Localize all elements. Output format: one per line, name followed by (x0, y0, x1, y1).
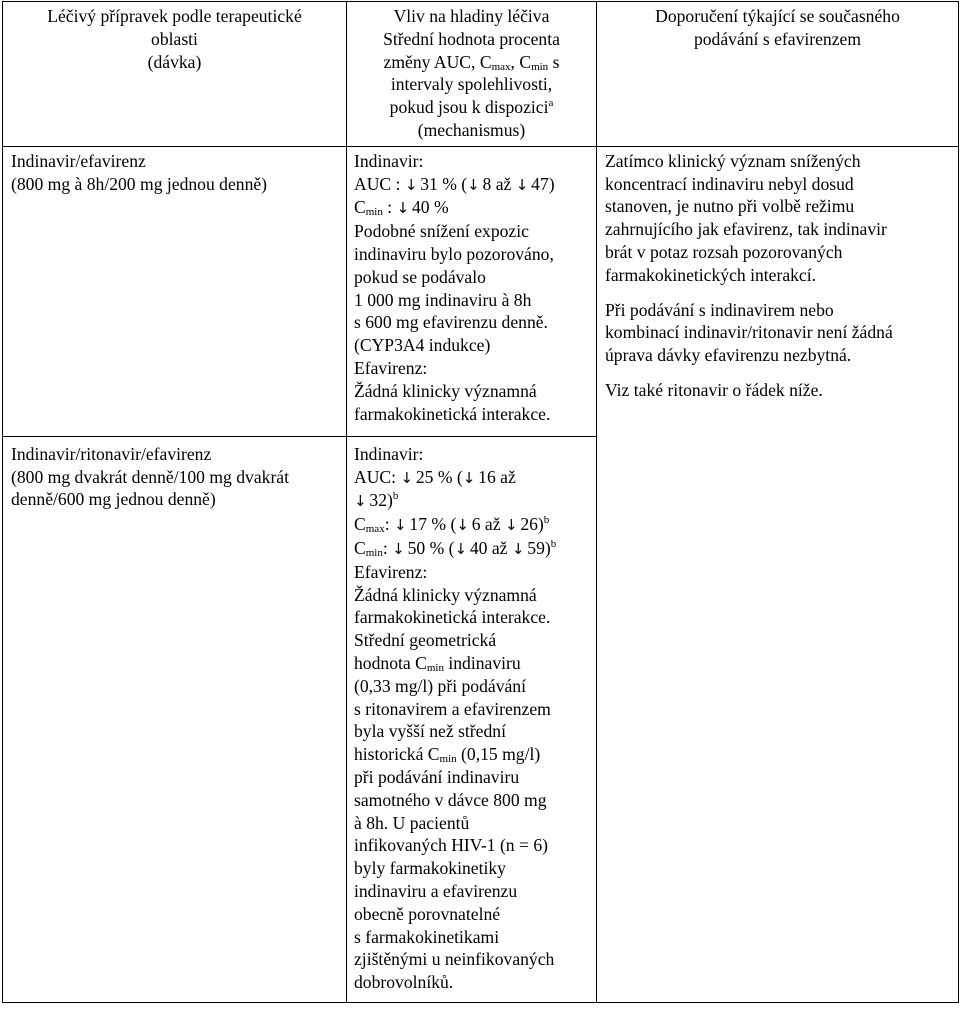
header-drug-line: oblasti (151, 28, 198, 49)
row-indinavir-efavirenz (3, 146, 959, 436)
rec-line: koncentrací indinaviru nebyl dosud (605, 173, 854, 194)
effect-line: (CYP3A4 indukce) (354, 335, 491, 356)
effect-line: při podávání indinaviru (354, 766, 520, 787)
effect-line: indinaviru a efavirenzu (354, 880, 518, 901)
effect-cmin-line: $C_{min}$: ↓ 50 % (↓ 40 až ↓ 59)$^b$ (354, 537, 557, 559)
down-arrow-icon: ↓ (456, 516, 469, 535)
rec-line: farmakokinetických interakcí. (605, 264, 817, 285)
effect-line: Efavirenz: (354, 357, 428, 378)
header-effect-line: změny AUC, $C_{max}$, $C_{min}$ s (383, 51, 560, 73)
header-effect-line: Střední hodnota procenta (383, 28, 560, 49)
header-row (3, 2, 959, 147)
effect-line: Indinavir: (354, 150, 424, 171)
effect-cmax-line: $C_{max}$: ↓ 17 % (↓ 6 až ↓ 26)$^b$ (354, 514, 550, 536)
interaction-table (2, 1, 959, 1003)
effect-cell (347, 146, 597, 436)
effect-line: historická $C_{min}$ (0,15 mg/l) (354, 744, 541, 766)
effect-line: s 600 mg efavirenzu denně. (354, 312, 548, 333)
rec-line: úprava dávky efavirenzu nezbytná. (605, 345, 852, 366)
effect-line: Žádná klinicky významná (354, 380, 537, 401)
down-arrow-icon: ↓ (396, 199, 410, 218)
recommendation-cell (597, 146, 959, 1002)
drug-cell (3, 436, 347, 1002)
down-arrow-icon: ↓ (394, 516, 407, 535)
effect-line: s farmakokinetikami (354, 926, 500, 947)
effect-line: dobrovolníků. (354, 972, 454, 993)
effect-line: byla vyšší než střední (354, 721, 506, 742)
drug-line: (800 mg dvakrát denně/100 mg dvakrát (11, 466, 290, 487)
effect-line: indinaviru bylo pozorováno, (354, 243, 554, 264)
drug-line: Indinavir/efavirenz (11, 150, 146, 171)
drug-line: Indinavir/ritonavir/efavirenz (11, 443, 212, 464)
effect-line: Efavirenz: (354, 561, 428, 582)
header-drug (3, 2, 347, 147)
effect-line: Podobné snížení expozic (354, 221, 529, 242)
down-arrow-icon: ↓ (462, 468, 476, 487)
effect-line: zjištěnými u neinfikovaných (354, 949, 555, 970)
header-drug-line: Léčivý přípravek podle terapeutické (47, 6, 302, 26)
header-effect-line: intervaly spolehlivosti, (390, 74, 553, 95)
effect-line: 1 000 mg indinaviru à 8h (354, 289, 532, 310)
effect-line: hodnota $C_{min}$ indinaviru (354, 652, 521, 674)
effect-line: pokud se podávalo (354, 266, 486, 287)
header-recommendation (597, 2, 959, 147)
header-rec-line: Doporučení týkající se současného (655, 6, 900, 26)
effect-line: farmakokinetická interakce. (354, 403, 551, 424)
down-arrow-icon: ↓ (354, 492, 367, 511)
effect-auc-line: AUC : ↓ 31 % (↓ 8 až ↓ 47) (354, 173, 589, 197)
down-arrow-icon: ↓ (400, 468, 414, 487)
rec-line: Při podávání s indinavirem nebo (605, 299, 834, 320)
effect-line: farmakokinetická interakce. (354, 607, 551, 628)
header-effect-line: (mechanismus) (417, 119, 526, 140)
rec-line: stanoven, je nutno při volbě režimu (605, 196, 855, 217)
effect-line: byly farmakokinetiky (354, 858, 506, 879)
rec-line: Zatímco klinický význam snížených (605, 150, 861, 171)
header-drug-line: (dávka) (147, 51, 202, 72)
rec-line: zahrnujícího jak efavirenz, tak indinavir (605, 219, 887, 240)
rec-line: kombinací indinavir/ritonavir není žádná (605, 322, 893, 343)
down-arrow-icon: ↓ (404, 175, 418, 194)
effect-line: infikovaných HIV-1 (n = 6) (354, 835, 548, 856)
drug-line: (800 mg à 8h/200 mg jednou denně) (11, 173, 268, 194)
header-effect-line: pokud jsou k dispozici$^a$ (389, 97, 554, 118)
effect-line: Střední geometrická (354, 630, 497, 651)
effect-line: Žádná klinicky významná (354, 584, 537, 605)
rec-line: brát v potaz rozsah pozorovaných (605, 241, 843, 262)
effect-line: obecně porovnatelné (354, 903, 501, 924)
effect-line: Indinavir: (354, 443, 424, 464)
header-rec-line: podávání s efavirenzem (693, 28, 862, 49)
down-arrow-icon: ↓ (454, 539, 468, 558)
down-arrow-icon: ↓ (504, 516, 518, 535)
effect-cell (347, 436, 597, 1002)
effect-auc-line: AUC: ↓ 25 % (↓ 16 až (354, 466, 589, 490)
effect-auc-line: ↓ 32)$^b$ (354, 489, 589, 513)
effect-cmin-line: $C_{min}$ : ↓ 40 % (354, 197, 449, 219)
header-effect-line: Vliv na hladiny léčiva (393, 6, 550, 26)
down-arrow-icon: ↓ (511, 539, 525, 558)
rec-line: Viz také ritonavir o řádek níže. (605, 379, 823, 400)
down-arrow-icon: ↓ (392, 539, 405, 558)
drug-cell (3, 146, 347, 436)
down-arrow-icon: ↓ (515, 175, 529, 194)
down-arrow-icon: ↓ (467, 175, 480, 194)
effect-line: (0,33 mg/l) při podávání (354, 675, 526, 696)
effect-line: samotného v dávce 800 mg (354, 789, 547, 810)
drug-line: denně/600 mg jednou denně) (11, 489, 216, 510)
effect-line: à 8h. U pacientů (354, 812, 470, 833)
effect-line: s ritonavirem a efavirenzem (354, 698, 551, 719)
header-effect (347, 2, 597, 147)
